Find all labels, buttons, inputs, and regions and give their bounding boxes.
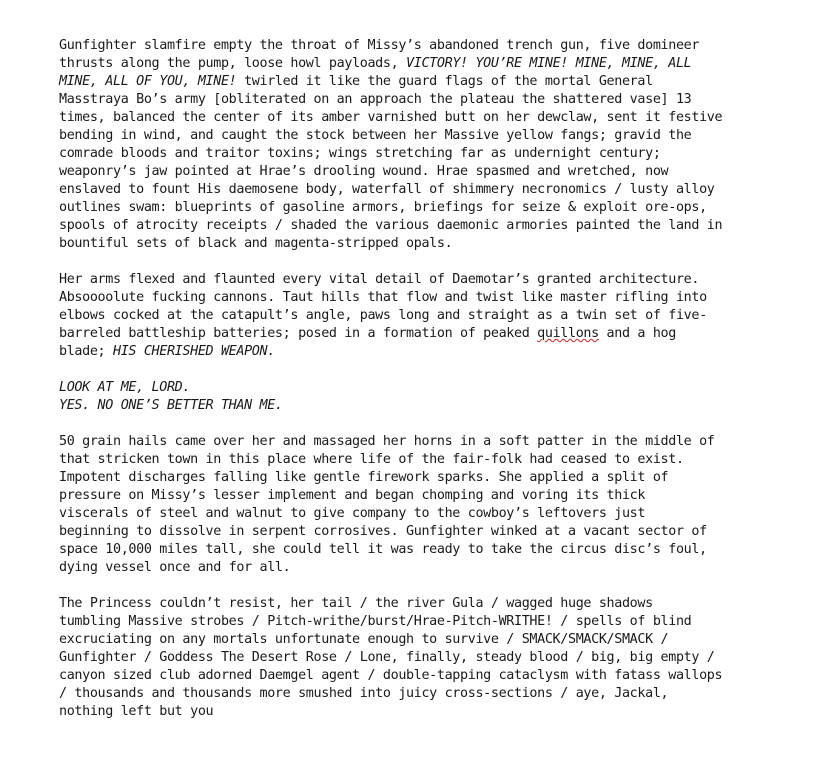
text-line: [59, 469, 759, 487]
text-run: times, balanced the center of its amber varnished butt on her dewclaw, sent it festive: [59, 110, 723, 125]
text-line: [59, 55, 759, 73]
text-run: tumbling Massive strobes / Pitch-writhe/burst/Hrae-Pitch-WRITHE! / spells of blind: [59, 614, 692, 629]
paragraph: [59, 379, 759, 415]
text-line: [59, 433, 759, 451]
paragraph: [59, 271, 759, 361]
text-run: excruciating on any mortals unfortunate enough to survive / SMACK/SMACK/SMACK /: [59, 632, 669, 647]
text-line: [59, 595, 759, 613]
paragraph: [59, 595, 759, 721]
text-line: [59, 631, 759, 649]
text-run: 50 grain hails came over her and massaged her horns in a soft patter in the middle of: [59, 434, 715, 449]
text-line: [59, 505, 759, 523]
italic-text: MINE, ALL OF YOU, MINE!: [59, 74, 237, 89]
paragraph: [59, 433, 759, 577]
text-run: that stricken town in this place where life of the fair-folk had ceased to exist.: [59, 452, 684, 467]
text-run: dying vessel once and for all.: [59, 560, 291, 575]
text-line: [59, 703, 759, 721]
text-run: weaponry’s jaw pointed at Hrae’s drooling wound. Hrae spasmed and wretched, now: [59, 164, 669, 179]
text-run: enslaved to fount His daemosene body, waterfall of shimmery necronomics / lusty alloy: [59, 182, 715, 197]
text-line: [59, 541, 759, 559]
text-line: [59, 109, 759, 127]
text-line: [59, 235, 759, 253]
text-run: bountiful sets of black and magenta-stripped opals.: [59, 236, 453, 251]
document-body: [59, 37, 759, 739]
text-run: Absoooolute fucking cannons. Taut hills that flow and twist like master rifling into: [59, 290, 707, 305]
text-run: pressure on Missy’s lesser implement and began chomping and voring its thick: [59, 488, 646, 503]
text-run: barreled battleship batteries; posed in a formation of peaked: [59, 326, 538, 341]
text-run: Her arms flexed and flaunted every vital detail of Daemotar’s granted architecture.: [59, 272, 700, 287]
paragraph: [59, 37, 759, 253]
italic-text: LOOK AT ME, LORD.: [59, 380, 191, 395]
text-run: outlines swam: blueprints of gasoline armors, briefings for seize & exploit ore-ops,: [59, 200, 707, 215]
text-line: [59, 523, 759, 541]
text-run: Masstraya Bo’s army [obliterated on an approach the plateau the shattered vase] 13: [59, 92, 692, 107]
text-run: Gunfighter / Goddess The Desert Rose / Lone, finally, steady blood / big, big empty /: [59, 650, 715, 665]
text-run: thrusts along the pump, loose howl payloads,: [59, 56, 407, 71]
text-run: nothing left but you: [59, 704, 214, 719]
text-line: [59, 559, 759, 577]
text-line: [59, 163, 759, 181]
text-line: [59, 181, 759, 199]
text-line: [59, 451, 759, 469]
text-line: [59, 199, 759, 217]
text-line: [59, 649, 759, 667]
text-run: twirled it like the guard flags of the mortal General: [236, 74, 653, 89]
italic-text: HIS CHERISHED WEAPON.: [112, 344, 275, 359]
text-line: [59, 325, 759, 343]
italic-text: YES. NO ONE’S BETTER THAN ME.: [59, 398, 283, 413]
text-line: [59, 685, 759, 703]
text-run: The Princess couldn’t resist, her tail / the river Gula / wagged huge shadows: [59, 596, 653, 611]
text-run: comrade bloods and traitor toxins; wings stretching far as undernight century;: [59, 146, 661, 161]
text-run: beginning to dissolve in serpent corrosives. Gunfighter winked at a vacant sector of: [59, 524, 707, 539]
text-line: [59, 667, 759, 685]
text-line: [59, 127, 759, 145]
text-line: [59, 271, 759, 289]
text-line: [59, 487, 759, 505]
text-run: elbows cocked at the catapult’s angle, paws long and straight as a twin set of five-: [59, 308, 707, 323]
text-line: [59, 379, 759, 397]
text-line: [59, 307, 759, 325]
text-run: bending in wind, and caught the stock between her Massive yellow fangs; gravid the: [59, 128, 692, 143]
text-line: [59, 613, 759, 631]
text-run: and a hog: [598, 326, 676, 341]
text-line: [59, 145, 759, 163]
text-run: space 10,000 miles tall, she could tell it was ready to take the circus disc’s foul,: [59, 542, 707, 557]
text-run: / thousands and thousands more smushed into juicy cross-sections / aye, Jackal,: [59, 686, 669, 701]
text-run: Impotent discharges falling like gentle firework sparks. She applied a split of: [59, 470, 669, 485]
text-run: canyon sized club adorned Daemgel agent / double-tapping cataclysm with fatass wallops: [59, 668, 723, 683]
text-line: [59, 91, 759, 109]
text-run: spools of atrocity receipts / shaded the various daemonic armories painted the land in: [59, 218, 723, 233]
text-line: [59, 397, 759, 415]
text-line: [59, 37, 759, 55]
text-line: [59, 217, 759, 235]
text-run: viscerals of steel and walnut to give company to the cowboy’s leftovers just: [59, 506, 646, 521]
text-line: [59, 73, 759, 91]
italic-text: VICTORY! YOU’RE MINE! MINE, MINE, ALL: [406, 56, 692, 71]
text-run: Gunfighter slamfire empty the throat of Missy’s abandoned trench gun, five domineer: [59, 38, 700, 53]
misspelled-word: quillons: [537, 326, 599, 341]
text-run: blade;: [59, 344, 113, 359]
text-line: [59, 343, 759, 361]
text-line: [59, 289, 759, 307]
